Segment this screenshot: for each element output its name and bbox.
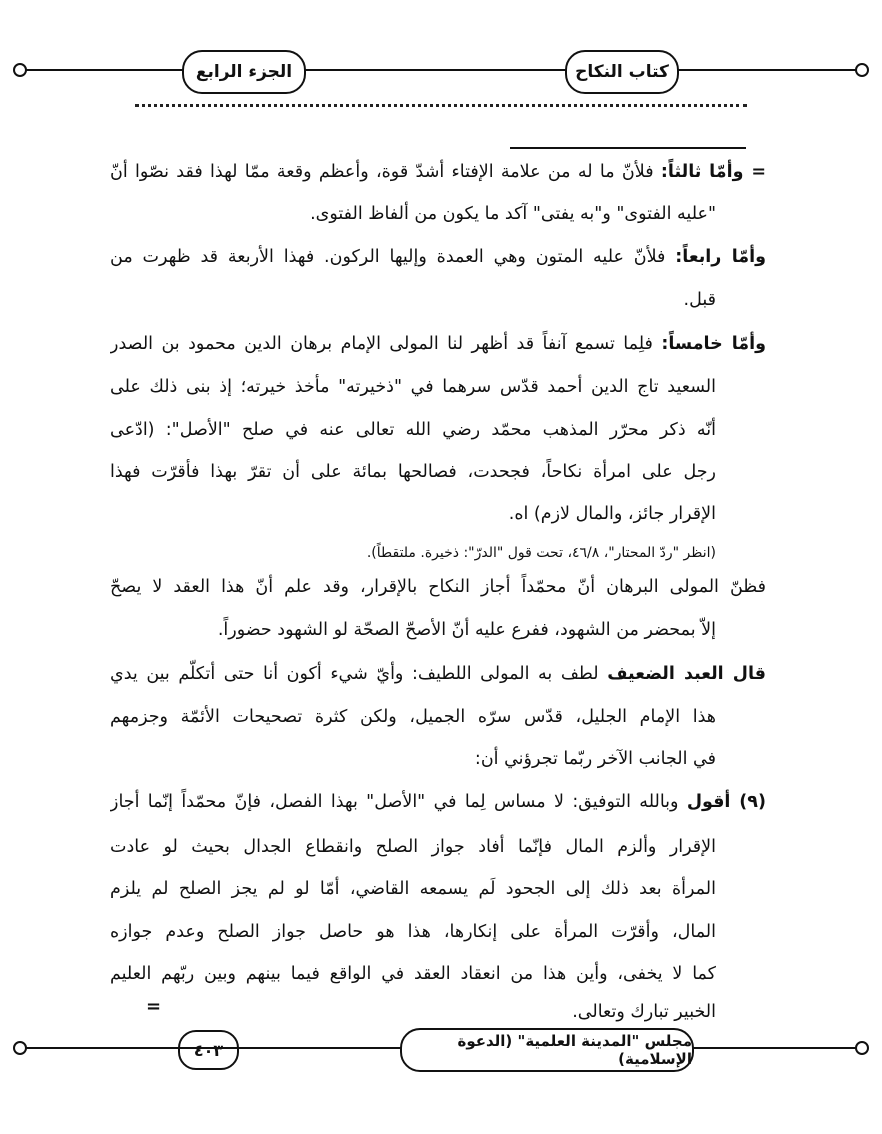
text-line [475,744,716,774]
rosette-icon [14,64,26,76]
volume-title: الجزء الرابع [182,50,306,94]
text-line [110,702,716,732]
text-line [110,917,716,947]
line-text: إلاّ بمحضر من الشهود، ففرع عليه أنّ الأصحّ الصحّة لو الشهود حضوراً. [217,620,716,640]
text-line [110,329,766,359]
footnote-reference [367,538,716,568]
publisher-label: مجلس "المدينة العلمية" (الدعوة الإسلامية) [400,1028,694,1072]
text-line [684,285,716,315]
line-text: كما لا يخفى، وأين هذا من انعقاد العقد في الواقع فيما بينهم وبين ربّهم العليم [110,964,716,984]
chapter-title: كتاب النكاح [565,50,679,94]
line-text: رجل على امرأة نكاحاً، فجحدت، فصالحها بمائة على أن تقرّ بهذا فأقرّت فهذا [110,462,716,482]
line-text: فلأنّ عليه المتون وهي العمدة وإليها الركون. فهذا الأربعة قد ظهرت من [110,247,676,267]
line-text: أنّه ذكر محرّر المذهب محمّد رضي الله تعالى عنه في صلح "الأصل": (ادّعى [110,420,716,440]
section-heading: وأمّا رابعاً: [675,247,766,267]
line-text: (انظر "ردّ المحتار"، ٤٦/٨، تحت قول "الدرّ": ذخيرة. ملتقطاً). [366,545,716,561]
section-heading: (٩) أقول [686,792,766,812]
text-line [110,157,766,187]
text-line [110,572,766,602]
rosette-icon [856,64,868,76]
header-ornament [0,40,882,100]
line-text: فلأنّ ما له من علامة الإفتاء أشدّ قوة، وأعظم وقعة ممّا لهذا فقد نصّوا أنّ [110,162,661,182]
line-text: هذا الإمام الجليل، قدّس سرّه الجميل، ولكن كثرة تصحيحات الأئمّة وجزمهم [110,707,716,727]
line-text: الإقرار جائز، والمال لازم) اه. [508,504,716,524]
line-text: فظنّ المولى البرهان أنّ محمّداً أجاز النكاح بالإقرار، وقد علم أنّ هذا العقد لا يصحّ [110,577,766,597]
text-line [110,242,766,272]
line-text: الخبير تبارك وتعالى. [572,1002,716,1022]
continuation-mark: = [146,996,162,1017]
line-text: السعيد تاج الدين أحمد قدّس سرهما في "ذخيرته" مأخذ خيرته؛ إذ بنى ذلك على [110,377,716,397]
page-number: ٤٠٣ [178,1030,239,1070]
text-line [218,615,716,645]
text-line [310,199,716,229]
text-line [110,959,716,989]
text-line [110,787,766,817]
line-text: المرأة بعد ذلك إلى الجحود لَم يسمعه القاضي، أمّا لو لم يجز الصلح لم يلزم [110,879,716,899]
text-line [110,372,716,402]
line-text: لطف به المولى اللطيف: وأيّ شيء أكون أنا حتى أتكلّم بين يدي [110,664,608,684]
section-rule [510,147,746,149]
text-line [509,499,716,529]
rosette-icon [14,1042,26,1054]
dotted-divider [135,104,747,117]
line-text: قبل. [683,290,716,310]
text-line [110,415,716,445]
line-text: المال، وأقرّت المرأة على إنكارها، هذا هو حاصل جواز الصلح وعدم جوازه [110,922,716,942]
text-line [110,457,716,487]
line-text: الإقرار وألزم المال فإنّما أفاد جواز الصلح وانقطاع الجدال بحيث لو عادت [110,837,716,857]
section-heading: قال العبد الضعيف [607,664,766,684]
line-text: في الجانب الآخر ربّما تجرؤني أن: [474,749,716,769]
section-heading: وأمّا خامساً: [661,334,766,354]
text-line [110,832,716,862]
continuation-mark: = [743,162,766,182]
line-text: فلِما تسمع آنفاً قد أظهر لنا المولى الإمام برهان الدين محمود بن الصدر [110,334,662,354]
text-line [110,659,766,689]
line-text: "عليه الفتوى" و"به يفتى" آكد ما يكون من ألفاظ الفتوى. [310,204,716,224]
rosette-icon [856,1042,868,1054]
text-line [110,874,716,904]
line-text: وبالله التوفيق: لا مساس لِما في "الأصل" بهذا الفصل، فإنّ محمّداً إنّما أجاز [110,792,687,812]
section-heading: وأمّا ثالثاً: [660,162,744,182]
